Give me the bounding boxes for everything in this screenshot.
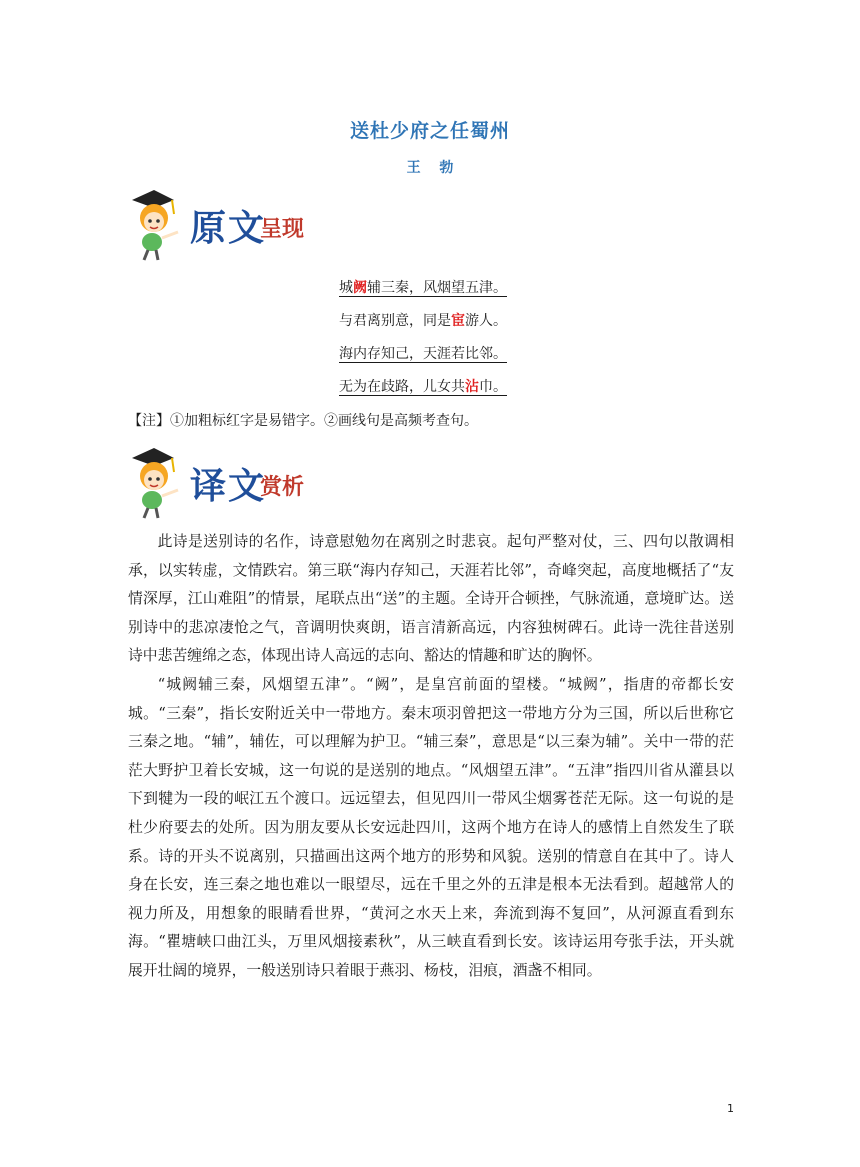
poem-text: 与君离别意，同是 bbox=[339, 313, 451, 329]
poem bbox=[339, 278, 507, 410]
poem-line bbox=[339, 278, 507, 311]
poem-text: 无为在歧路，儿女共 bbox=[339, 379, 465, 395]
page-title: 送杜少府之任蜀州 bbox=[349, 120, 510, 142]
poem-text: 巾。 bbox=[479, 379, 507, 395]
poem-text: 海内存知己，天涯若比邻。 bbox=[339, 346, 507, 362]
poem-text: 游人。 bbox=[465, 313, 507, 329]
section-title-main: 译文 bbox=[190, 465, 267, 507]
section-header-original bbox=[128, 186, 348, 266]
paragraph: “城阙辅三秦，风烟望五津”。“阙”，是皇宫前面的望楼。“城阙”，指唐的帝都长安城。“三秦”，指长安附近关中一带地方。秦末项羽曾把这一带地方分为三国，所以后世称它三秦之地。“辅”，辅佐，可以理解为护卫。“辅三秦”，意思是“以三秦为辅”。关中一带的茫茫大野护卫着长安城，这一句说的是送别的地点。“风烟望五津”。“五津”指四川省从灌县以下到犍为一段的岷江五个渡口。远远望去，但见四川一带风尘烟雾苍茫无际。这一句说的是杜少府要去的处所。因为朋友要从长安远赴四川，这两个地方在诗人的感情上自然发生了联系。诗的开头不说离别，只描画出这两个地方的形势和风貌。送别的情意自在其中了。诗人身在长安，连三秦之地也难以一眼望尽，远在千里之外的五津是根本无法看到。超越常人的视力所及，用想象的眼睛看世界，“黄河之水天上来，奔流到海不复回”，从河源直看到东海。“瞿塘峡口曲江头，万里风烟接素秋”，从三峡直看到长安。该诗运用夸张手法，开头就展开壮阔的境界，一般送别诗只着眼于燕羽、杨枝，泪痕，酒盏不相同。 bbox=[128, 675, 734, 979]
poem-line bbox=[339, 344, 507, 377]
scholar-mascot-icon bbox=[128, 186, 192, 266]
page-number: 1 bbox=[727, 1102, 734, 1115]
section-title-main: 原文 bbox=[190, 207, 267, 249]
poem-text: 辅三秦，风烟望五津。 bbox=[367, 280, 507, 296]
note: 【注】①加粗标红字是易错字。②画线句是高频考查句。 bbox=[128, 413, 478, 429]
section-header-translation bbox=[128, 444, 348, 524]
section-title-sub: 赏析 bbox=[260, 474, 305, 500]
poem-line bbox=[339, 311, 507, 344]
author-name: 王 勃 bbox=[406, 160, 454, 176]
scholar-mascot-icon bbox=[128, 444, 192, 524]
paragraph: 此诗是送别诗的名作，诗意慰勉勿在离别之时悲哀。起句严整对仗，三、四句以散调相承，以实转虚，文情跌宕。第三联“海内存知己，天涯若比邻”，奇峰突起，高度地概括了“友情深厚，江山难阻”的情景，尾联点出“送”的主题。全诗开合顿挫，气脉流通，意境旷达。送别诗中的悲凉凄怆之气，音调明快爽朗，语言清新高远，内容独树碑石。此诗一洗往昔送别诗中悲苦缠绵之态，体现出诗人高远的志向、豁达的情趣和旷达的胸怀。 bbox=[128, 533, 734, 665]
highlight-char: 沾 bbox=[465, 379, 479, 395]
highlight-char: 阙 bbox=[353, 280, 367, 296]
poem-line bbox=[339, 377, 507, 410]
highlight-char: 宦 bbox=[451, 313, 465, 329]
poem-text: 城 bbox=[339, 280, 353, 296]
analysis-text bbox=[128, 528, 734, 986]
section-title-sub: 呈现 bbox=[260, 216, 305, 242]
